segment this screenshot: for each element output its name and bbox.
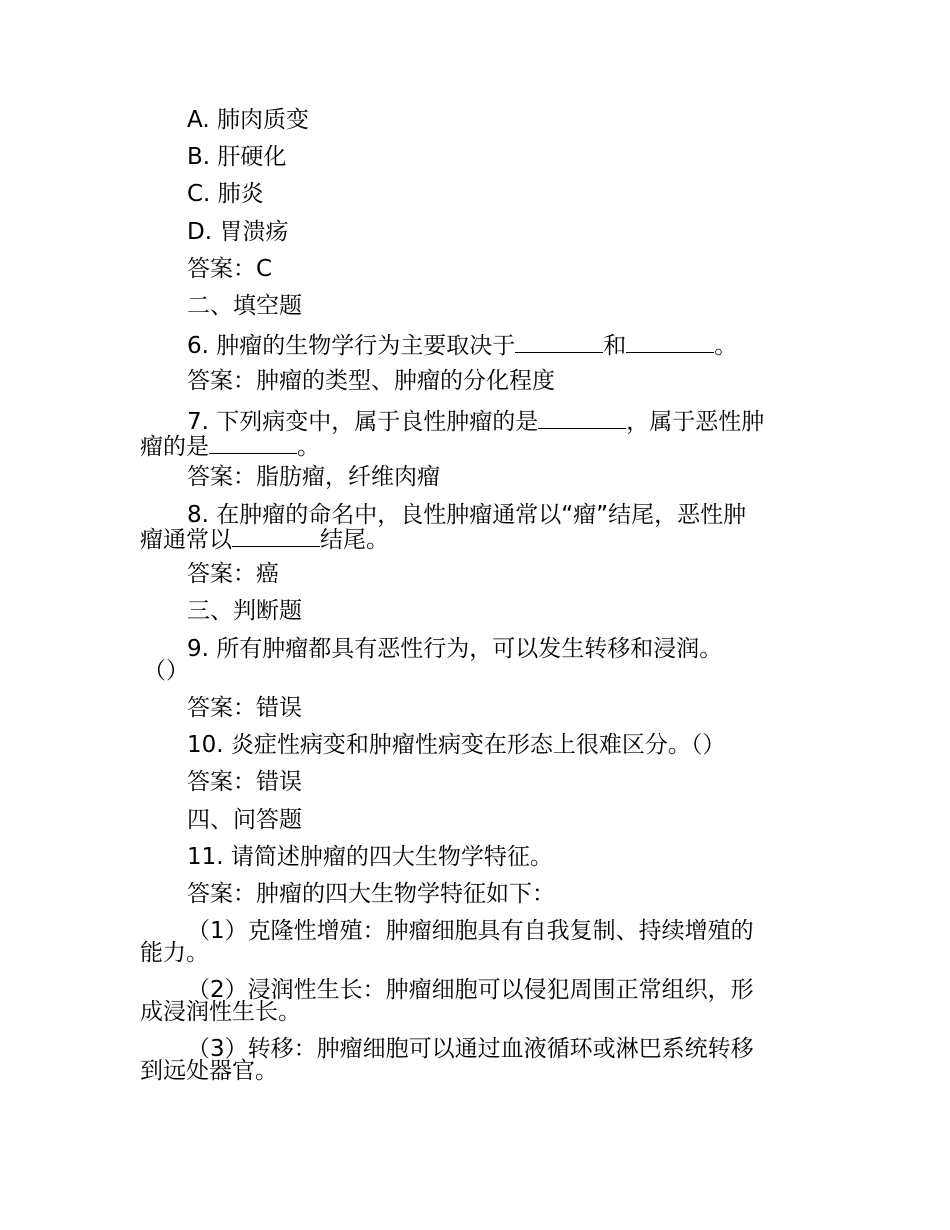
- section-title-fill-in: 二、填空题: [187, 293, 302, 319]
- q5-answer: 答案：C: [187, 256, 273, 282]
- answer-blank: [232, 526, 320, 547]
- question-7-line-2: [140, 433, 820, 458]
- question-7: [140, 408, 820, 458]
- question-8-text-2: 瘤通常以: [140, 527, 232, 553]
- q11-point-2-line-1: （2）浸润性生长：肿瘤细胞可以侵犯周围正常组织，形: [187, 977, 754, 1003]
- q11-point-3: [140, 1038, 820, 1082]
- q9-answer: 答案：错误: [187, 695, 302, 721]
- q6-answer: 答案：肿瘤的类型、肿瘤的分化程度: [187, 368, 555, 394]
- question-10: 10. 炎症性病变和肿瘤性病变在形态上很难区分。（）: [187, 732, 726, 758]
- question-7-text-3: 瘤的是: [140, 434, 209, 460]
- question-8: [140, 504, 820, 551]
- question-6-text-1: 6. 肿瘤的生物学行为主要取决于: [187, 333, 516, 359]
- question-7-text-4: 。: [297, 434, 320, 460]
- q10-answer: 答案：错误: [187, 769, 302, 795]
- question-6-text-3: 。: [714, 333, 738, 359]
- answer-blank: [626, 332, 714, 353]
- option-d: D. 胃溃疡: [187, 219, 289, 245]
- option-b: B. 肝硬化: [187, 144, 287, 170]
- question-7-text-2: ，属于恶性肿: [626, 409, 765, 435]
- q11-point-1-line-1: （1）克隆性增殖：肿瘤细胞具有自我复制、持续增殖的: [187, 918, 754, 944]
- q11-answer-intro: 答案：肿瘤的四大生物学特征如下：: [187, 881, 555, 907]
- question-11: 11. 请简述肿瘤的四大生物学特征。: [187, 844, 553, 870]
- question-6-text-2: 和: [603, 333, 627, 359]
- question-8-line-2: [140, 526, 820, 551]
- question-9: 9. 所有肿瘤都具有恶性行为，可以发生转移和浸润。: [187, 636, 723, 662]
- question-8-text-3: 结尾。: [320, 527, 389, 553]
- section-title-true-false: 三、判断题: [187, 598, 302, 624]
- option-a: A. 肺肉质变: [187, 107, 309, 133]
- q11-point-1: [140, 920, 820, 964]
- answer-blank: [515, 332, 603, 353]
- answer-blank: [209, 433, 297, 454]
- option-c: C. 肺炎: [187, 181, 264, 207]
- question-8-text-1: 8. 在肿瘤的命名中，良性肿瘤通常以“瘤”结尾，恶性肿: [187, 502, 747, 528]
- q11-point-3-line-1: （3）转移：肿瘤细胞可以通过血液循环或淋巴系统转移: [187, 1036, 754, 1062]
- q11-point-3-line-2: 到远处器官。: [140, 1058, 278, 1084]
- q7-answer: 答案：脂肪瘤，纤维肉瘤: [187, 464, 440, 490]
- q8-answer: 答案：癌: [187, 561, 279, 587]
- question-9-parentheses: （）: [143, 658, 189, 684]
- q11-point-2-line-2: 成浸润性生长。: [140, 999, 301, 1025]
- section-title-essay: 四、问答题: [187, 807, 302, 833]
- q11-point-2: [140, 979, 820, 1023]
- question-7-text-1: 7. 下列病变中，属于良性肿瘤的是: [187, 409, 539, 435]
- answer-blank: [538, 408, 626, 429]
- q11-point-1-line-2: 能力。: [140, 940, 209, 966]
- question-6: [187, 332, 737, 358]
